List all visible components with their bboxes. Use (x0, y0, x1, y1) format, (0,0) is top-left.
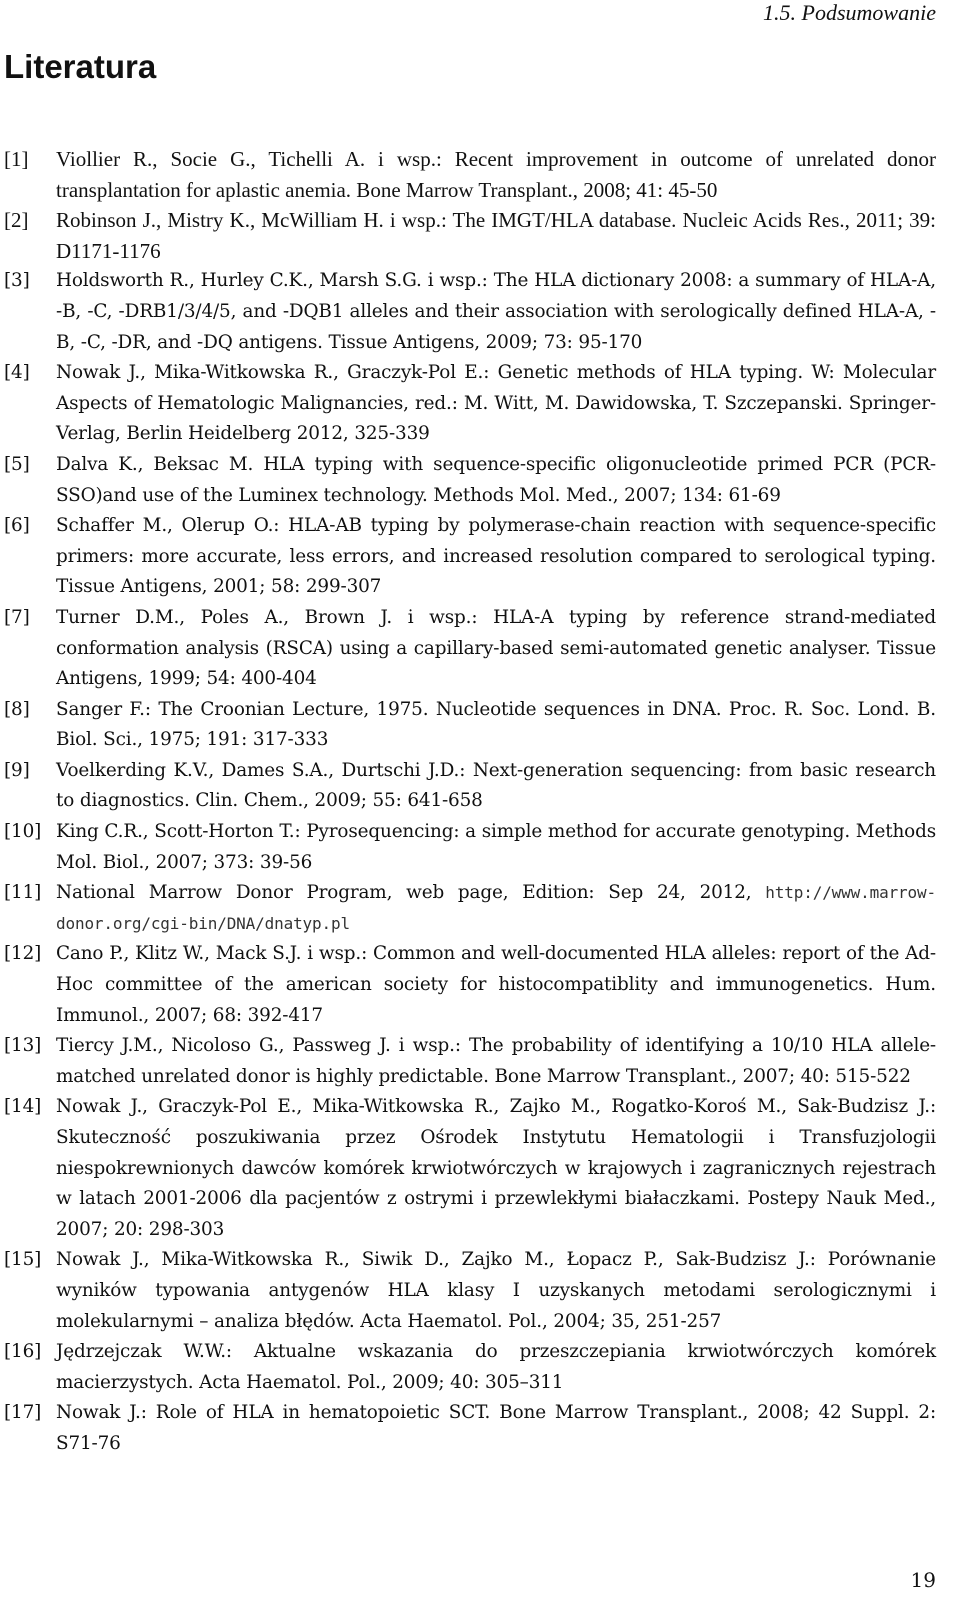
reference-text: Dalva K., Beksac M. HLA typing with sequence-specific oligonucleotide primed PCR (PCR-SSO)and use of the Luminex technology. Methods Mol. Med., 2007; 134: 61-69 (56, 453, 936, 506)
reference-item (4, 1092, 936, 1245)
reference-item (4, 756, 936, 817)
reference-text: Nowak J., Graczyk-Pol E., Mika-Witkowska R., Zajko M., Rogatko-Koroś M., Sak-Budzisz J.: Skuteczność poszukiwania przez Ośrodek Instytutu Hematologii i Transfuzjologii niespokrewnionych dawców komórek krwiotwórczych w krajowych i zagranicznych rejestrach w latach 2001-2006 dla pacjentów z ostrymi i przewlekłymi białaczkami. Postepy Nauk Med., 2007; 20: 298-303 (56, 1096, 936, 1240)
reference-number: [2] (4, 208, 29, 233)
reference-item (4, 144, 936, 205)
reference-item (4, 603, 936, 695)
reference-text: Robinson J., Mistry K., McWilliam H. i wsp.: The IMGT/HLA database. Nucleic Acids Res., 2011; 39: D1171-1176 (56, 208, 936, 263)
reference-item (4, 266, 936, 358)
reference-number: [5] (4, 453, 30, 475)
reference-number: [10] (4, 821, 42, 843)
reference-text (56, 878, 936, 939)
reference-number: [14] (4, 1096, 42, 1118)
reference-number: [16] (4, 1341, 42, 1363)
reference-item (4, 878, 936, 939)
reference-item (4, 1398, 936, 1459)
reference-text: Voelkerding K.V., Dames S.A., Durtschi J.D.: Next-generation sequencing: from basic research to diagnostics. Clin. Chem., 2009; 55: 641-658 (56, 759, 936, 812)
reference-text: Cano P., Klitz W., Mack S.J. i wsp.: Common and well-documented HLA alleles: report of the Ad-Hoc committee of the american society for histocompatiblity and immunogenetics. Hum. Immunol., 2007; 68: 392-417 (56, 943, 936, 1026)
reference-url-link[interactable]: http://www.marrow-donor.org/cgi-bin/DNA/dnatyp.pl (56, 883, 936, 933)
reference-text: King C.R., Scott-Horton T.: Pyrosequencing: a simple method for accurate genotyping. Methods Mol. Biol., 2007; 373: 39-56 (56, 821, 936, 873)
reference-number: [9] (4, 759, 30, 781)
reference-number: [17] (4, 1402, 42, 1424)
reference-number: [11] (4, 882, 42, 904)
reference-item (4, 1031, 936, 1092)
reference-number: [3] (4, 270, 30, 292)
reference-number: [6] (4, 515, 30, 537)
reference-text: Tiercy J.M., Nicoloso G., Passweg J. i wsp.: The probability of identifying a 10/10 HLA allele-matched unrelated donor is highly predictable. Bone Marrow Transplant., 2007; 40: 515-522 (56, 1035, 936, 1087)
reference-item (4, 695, 936, 756)
reference-text: Sanger F.: The Croonian Lecture, 1975. Nucleotide sequences in DNA. Proc. R. Soc. Lond. B. Biol. Sci., 1975; 191: 317-333 (56, 698, 936, 751)
reference-number: [4] (4, 362, 30, 384)
reference-text: Holdsworth R., Hurley C.K., Marsh S.G. i wsp.: The HLA dictionary 2008: a summary of HLA-A, -B, -C, -DRB1/3/4/5, and -DQB1 alleles and their association with serologically defined HLA-A, -B, -C, -DR, and -DQ antigens. Tissue Antigens, 2009; 73: 95-170 (56, 270, 936, 353)
reference-text: Nowak J., Mika-Witkowska R., Siwik D., Zajko M., Łopacz P., Sak-Budzisz J.: Porównanie wyników typowania antygenów HLA klasy I uzyskanych metodami serologicznymi i molekularnymi – analiza błędów. Acta Haematol. Pol., 2004; 35, 251-257 (56, 1249, 936, 1332)
reference-item (4, 205, 936, 266)
reference-text: Nowak J.: Role of HLA in hematopoietic SCT. Bone Marrow Transplant., 2008; 42 Suppl. 2: S71-76 (56, 1402, 936, 1454)
reference-text-body: National Marrow Donor Program, web page, Edition: Sep 24, 2012, (56, 882, 766, 904)
section-title: Literatura (4, 48, 157, 85)
reference-number: [8] (4, 698, 30, 720)
reference-number: [7] (4, 606, 30, 628)
reference-item (4, 1337, 936, 1398)
reference-item (4, 939, 936, 1031)
reference-item (4, 1245, 936, 1337)
reference-number: [15] (4, 1249, 42, 1271)
reference-text: Schaffer M., Olerup O.: HLA-AB typing by polymerase-chain reaction with sequence-specific primers: more accurate, less errors, and increased resolution compared to serological typing. Tissue Antigens, 2001; 58: 299-307 (56, 515, 936, 598)
reference-number: [12] (4, 943, 42, 965)
page-number: 19 (910, 1568, 936, 1592)
reference-number: [13] (4, 1035, 42, 1057)
reference-text: Turner D.M., Poles A., Brown J. i wsp.: HLA-A typing by reference strand-mediated conformation analysis (RSCA) using a capillary-based semi-automated genetic analyser. Tissue Antigens, 1999; 54: 400-404 (56, 606, 936, 690)
reference-item (4, 817, 936, 878)
reference-list (4, 144, 936, 1460)
reference-number: [1] (4, 147, 29, 171)
reference-text: Jędrzejczak W.W.: Aktualne wskazania do przeszczepiania krwiotwórczych komórek macierzystych. Acta Haematol. Pol., 2009; 40: 305–311 (56, 1341, 936, 1393)
reference-text: Viollier R., Socie G., Tichelli A. i wsp.: Recent improvement in outcome of unrelated donor transplantation for aplastic anemia. Bone Marrow Transplant., 2008; 41: 45-50 (56, 147, 936, 202)
reference-item (4, 358, 936, 450)
running-header: 1.5. Podsumowanie (763, 0, 936, 25)
reference-text: Nowak J., Mika-Witkowska R., Graczyk-Pol E.: Genetic methods of HLA typing. W: Molecular Aspects of Hematologic Malignancies, red.: M. Witt, M. Dawidowska, T. Szczepanski. Springer-Verlag, Berlin Heidelberg 2012, 325-339 (56, 362, 936, 445)
reference-item (4, 450, 936, 511)
reference-item (4, 511, 936, 603)
